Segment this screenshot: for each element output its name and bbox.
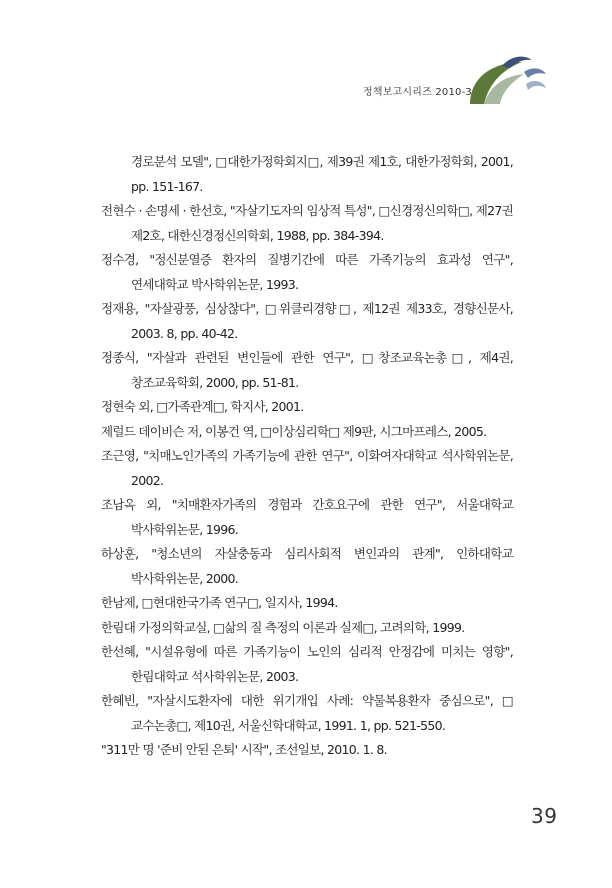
reference-entry: 전현수 · 손명세 · 한선호, "자살기도자의 임상적 특성", □신경정신의학□, 제27권 제2호, 대한신경정신의학회, 1988, pp. 384-394. bbox=[101, 203, 513, 243]
series-header: 정책보고시리즈 2010-3 bbox=[362, 87, 472, 98]
reference-entry: 경로분석 모델", □대한가정학회지□, 제39권 제1호, 대한가정학회, 2001, pp. 151-167. bbox=[131, 154, 513, 194]
page-number: 39 bbox=[531, 804, 558, 828]
reference-entry: 정수경, "정신분열증 환자의 질병기간에 따른 가족기능의 효과성 연구", 연세대학교 박사학위논문, 1993. bbox=[101, 252, 513, 292]
reference-entry: 제럴드 데이비슨 저, 이봉건 역, □이상심리학□ 제9판, 시그마프레스, 2005. bbox=[101, 423, 487, 439]
reference-entry: 조남옥 외, "치매환자가족의 경험과 간호요구에 관한 연구", 서울대학교 박사학위논문, 1996. bbox=[101, 497, 513, 537]
reference-entry: 조근영, "치매노인가족의 가족기능에 관한 연구", 이화여자대학교 석사학위논문, 2002. bbox=[101, 448, 513, 488]
reference-entry: 한선혜, "시설유형에 따른 가족기능이 노인의 심리적 안정감에 미치는 영향", 한림대학교 석사학위논문, 2003. bbox=[101, 644, 513, 684]
reference-entry: 정현숙 외, □가족관계□, 학지사, 2001. bbox=[101, 399, 304, 414]
reference-list bbox=[101, 150, 513, 763]
reference-entry: 하상훈, "청소년의 자살충동과 심리사회적 변인과의 관계", 인하대학교 박사학위논문, 2000. bbox=[101, 546, 513, 586]
reference-entry: 한남제, □현대한국가족 연구□, 일지사, 1994. bbox=[101, 595, 338, 610]
reference-entry: 정종식, "자살과 관련된 변인들에 관한 연구", □창조교육논총□, 제4권, 창조교육학회, 2000, pp. 51-81. bbox=[101, 350, 513, 390]
reference-entry: 정재용, "자살광풍, 심상찮다", □위클리경향□, 제12권 제33호, 경향신문사, 2003. 8, pp. 40-42. bbox=[101, 301, 513, 341]
reference-entry: "311만 명 '준비 안된 은퇴' 시작", 조선일보, 2010. 1. 8. bbox=[101, 742, 387, 757]
reference-entry: 한혜빈, "자살시도환자에 대한 위기개입 사례: 약물복용환자 중심으로", □교수논총□, 제10권, 서울신학대학교, 1991. 1, pp. 521-550. bbox=[101, 693, 513, 733]
bird-logo-icon bbox=[466, 54, 548, 106]
reference-entry: 한림대 가정의학교실, □삶의 질 측정의 이론과 실제□, 고려의학, 1999. bbox=[101, 619, 465, 635]
